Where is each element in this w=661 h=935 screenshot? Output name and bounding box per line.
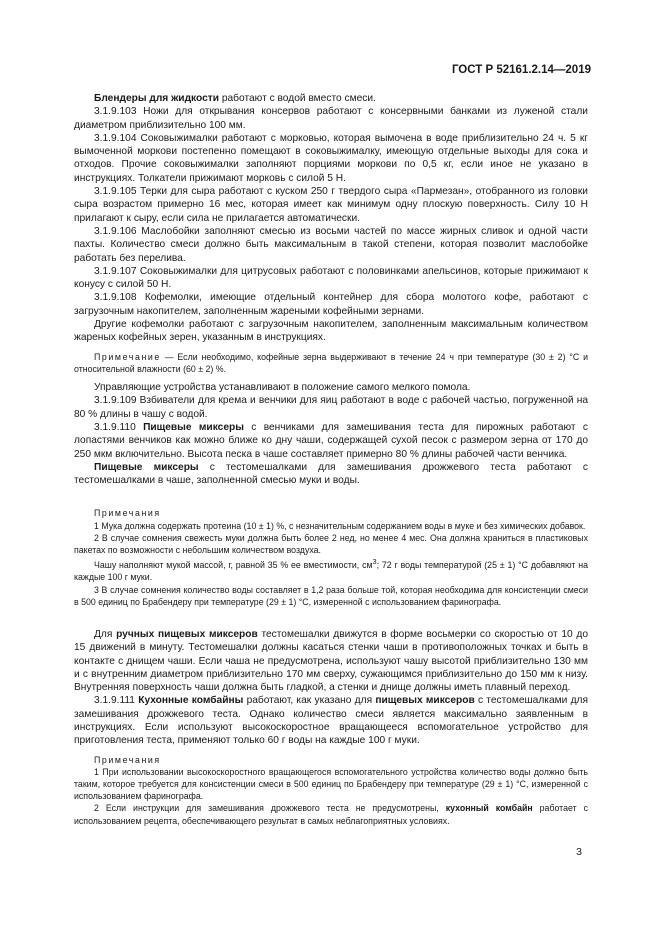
paragraph-hand-mixers [74, 628, 588, 694]
document-body [74, 92, 588, 827]
paragraph-controls: Управляющие устройства устанавливают в положение самого мелкого помола. [94, 382, 471, 394]
note-text: — Если необходимо, кофейные зерна выдерживают в течение 24 ч при температуре (30 ± 2) °С и относительной влажности (60 ± 2) %. [74, 351, 588, 374]
paragraph-3-1-9-104: 3.1.9.104 Соковыжималки работают с морковью, которая вымочена в воде приблизительно 24 ч. 5 кг вымоченной моркови постепенно помещают в соковыжималку, имеющую отдельные выходы для сока и отходов. Прочие соковыжималки заполняют порциями моркови по 0,5 кг, если иное не указано в инструкциях. Толкатели прижимают морковь с силой 5 Н. [74, 132, 588, 184]
note-label: Примечание [94, 351, 161, 362]
text: тестомешалки движутся в форме восьмерки со скоростью от 10 до 15 движений в минуту. Тестомешалки должны касаться стенки чаши в противоположных точках и быть в контакте с днищем чаши. Если чаша не предусмотрена, используют чашу высотой приблизительно 130 мм и с внутренним диаметром приблизительно 170 мм сверху, сужающимся приблизительно до 150 мм к низу. Внутренняя поверхность чаши должна быть гладкой, а стенки и днище должны иметь плавный переход. [74, 628, 588, 694]
paragraph-food-mixers-dough [74, 461, 588, 488]
text: работают с водой вместо смеси. [219, 93, 376, 104]
term-food-mixers: Пищевые миксеры [94, 461, 199, 473]
paragraph-3-1-9-106: 3.1.9.106 Маслобойки заполняют смесью из восьми частей по массе жирных сливок и одной части пахты. Количество смеси должно быть максимальным в такой степени, которая позволит маслобойке работать без перелива. [74, 225, 588, 264]
term-food-mixers: Пищевые миксеры [143, 421, 244, 433]
paragraph-3-1-9-103: 3.1.9.103 Ножи для открывания консервов работают с консервными банками из луженой стали диаметром приблизительно 100 мм. [74, 106, 588, 131]
notes-heading [74, 754, 588, 766]
standard-code-header: ГОСТ Р 52161.2.14—2019 [451, 64, 591, 76]
text: работает с использованием рецепта, обеспечивающего результат в самых неблагоприятных условиях. [74, 803, 588, 826]
note-item [74, 802, 588, 826]
note-item: 1 При использовании высокоскоростного вращающегося вспомогательного устройства количество воды должно быть таким, которое требуется для консистенции смеси в 500 единиц по Брабендеру при температуре (29 ± 1) °С, измеренной с использованием фаринографа. [74, 766, 588, 802]
text: 2 Если инструкции для замешивания дрожжевого теста не предусмотрены, [94, 803, 446, 814]
paragraph-3-1-9-111 [74, 694, 588, 747]
notes-label: Примечания [94, 508, 161, 519]
paragraph-other-coffee-mills: Другие кофемолки работают с загрузочным накопителем, заполненным максимальным количеством жареных кофейных зерен, указанным в инструкциях. [74, 319, 588, 344]
paragraph-3-1-9-109: 3.1.9.109 Взбиватели для крема и венчики для яиц работают в воде с рабочей частью, погруженной на 80 % длины в чашу с водой. [74, 395, 588, 420]
clause-number: 3.1.9.111 [94, 695, 139, 707]
text: с тестомешалками для замешивания дрожжевого теста работают с тестомешалками в чаше, заполненной смесью муки и воды. [74, 461, 588, 487]
term-blenders: Блендеры для жидкости [94, 93, 220, 104]
paragraph-3-1-9-108: 3.1.9.108 Кофемолки, имеющие отдельный контейнер для сбора молотого кофе, работают с загрузочным накопителем, заполненным жареными кофейными зернами. [74, 292, 588, 317]
term-hand-mixers: ручных пищевых миксеров [116, 628, 258, 640]
notes-label: Примечания [94, 754, 161, 765]
note-item: 3 В случае сомнения количество воды составляет в 1,2 раза больше той, которая необходима для консистенции смеси в 500 единиц по Брабендеру при температуре (29 ± 1) °С, измеренной с использованием фаринографа. [74, 584, 588, 607]
page-number: 3 [576, 846, 582, 858]
note-item: 2 В случае сомнения свежесть муки должна быть более 2 нед, но менее 4 мес. Она должна храниться в пластиковых пакетах по возможности с небольшим количеством воздуха. [74, 532, 588, 556]
term-kitchen-machine: кухонный комбайн [445, 803, 533, 814]
paragraph-3-1-9-107: 3.1.9.107 Соковыжималки для цитрусовых работают с половинками апельсинов, которые прижимают к конусу с силой 50 Н. [74, 265, 588, 291]
text: с венчиками для замешивания теста для пирожных работают с лопастями венчиков как можно ближе ко дну чаши, содержащей сухой песок с размером зерна от 170 до 250 мкм включительно. Высота песка в чаше составляет примерно 80 % длины рабочей части венчика. [74, 421, 588, 460]
note-coffee-beans [74, 351, 588, 375]
text: Для [94, 628, 117, 640]
superscript: 3 [372, 557, 377, 567]
note-item [74, 556, 588, 583]
notes-heading [74, 507, 588, 519]
text: работают, как указано для [243, 695, 376, 707]
text: Чашу наполняют мукой массой, г, равной 35 % ее вместимости, см [94, 560, 373, 571]
paragraph-3-1-9-105: 3.1.9.105 Терки для сыра работают с куском 250 г твердого сыра «Пармезан», отобранного из головки сыра возрастом примерно 16 мес, которая имеет как минимум одну плоскую поверхность. Силу 10 Н прилагают к сыру, если сила не прилагается автоматически. [74, 186, 588, 224]
paragraph-3-1-9-110 [74, 421, 588, 461]
text: с тестомешалками для замешивания дрожжевого теста. Однако количество смеси является максимально заявленным в инструкциях. Если используют высокоскоростное вращающееся вспомогательное устройство для приготовления теста, применяют только 60 г воды на каждые 100 г муки. [74, 695, 588, 747]
clause-number: 3.1.9.110 [94, 421, 144, 433]
note-item: 1 Мука должна содержать протеина (10 ± 1) %, с незначительным содержанием воды в муке и без химических добавок. [94, 520, 586, 531]
text: ; 72 г воды температурой (25 ± 1) °С добавляют на каждые 100 г муки. [74, 560, 588, 583]
paragraph-blenders [74, 92, 588, 105]
term-kitchen-machines: Кухонные комбайны [138, 695, 244, 707]
term-food-mixers: пищевых миксеров [375, 695, 475, 707]
